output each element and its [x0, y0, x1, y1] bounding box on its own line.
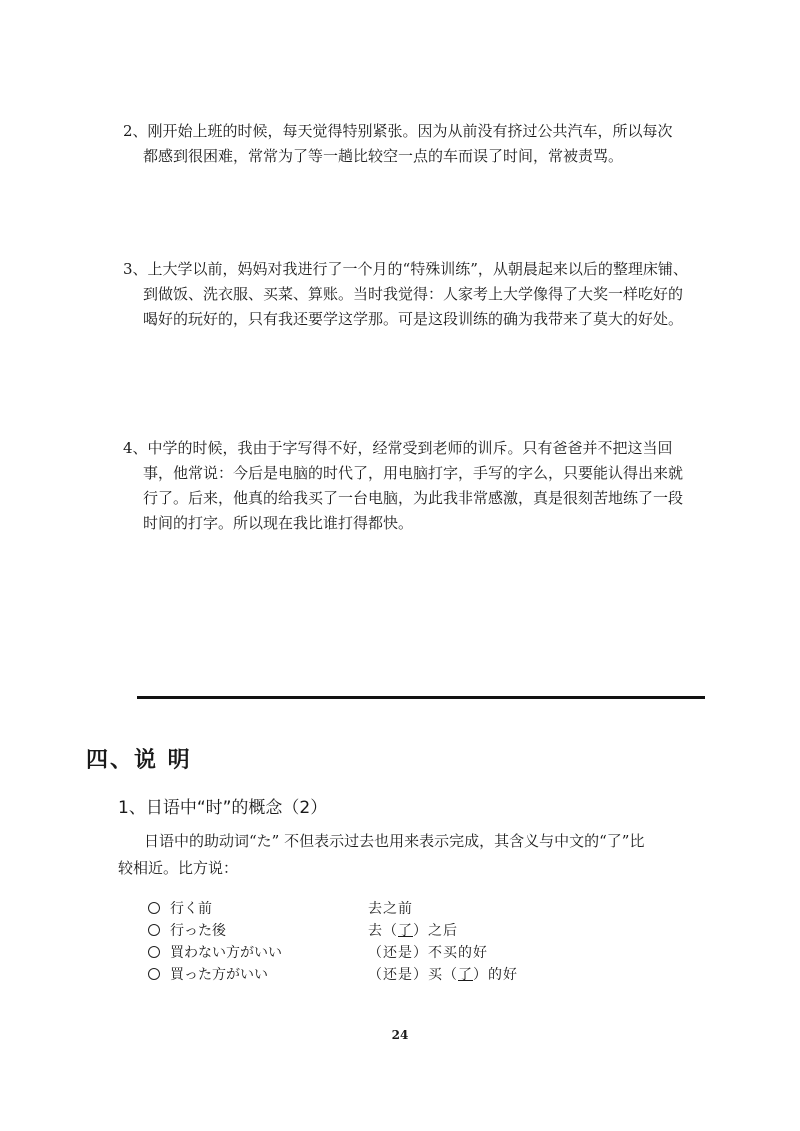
- example-row: [148, 964, 568, 986]
- example-chinese: 去之前: [368, 901, 413, 917]
- page-number: 24: [391, 1028, 409, 1042]
- circle-bullet-icon: [148, 902, 160, 914]
- example-japanese: 買わない方がいい: [170, 945, 282, 961]
- subsection-title: 1、日语中“时”的概念（2）: [118, 798, 328, 818]
- paragraph-2: [123, 119, 713, 169]
- example-row: [148, 898, 568, 920]
- paragraph-line: 行了。后来，他真的给我买了一台电脑，为此我非常感激，真是很刻苦地练了一段: [143, 489, 684, 507]
- section-divider: [137, 696, 705, 699]
- circle-bullet-icon: [148, 968, 160, 980]
- circle-bullet-icon: [148, 924, 160, 936]
- paragraph-line: 4、中学的时候，我由于字写得不好，经常受到老师的训斥。只有爸爸并不把这当回: [123, 439, 673, 457]
- section-title: 四、说 明: [86, 748, 192, 773]
- example-list: [148, 898, 568, 986]
- description-line: 日语中的助动词“た” 不但表示过去也用来表示完成，其含义与中文的“了”比: [144, 832, 645, 850]
- example-chinese: 去（了）之后: [368, 923, 458, 939]
- example-japanese: 行った後: [170, 923, 226, 939]
- example-row: [148, 920, 568, 942]
- paragraph-line: 都感到很困难，常常为了等一趟比较空一点的车而误了时间，常被责骂。: [143, 147, 624, 165]
- paragraph-line: 3、上大学以前，妈妈对我进行了一个月的“特殊训练”，从朝晨起来以后的整理床铺、: [123, 260, 688, 278]
- example-chinese: （还是）不买的好: [368, 945, 488, 961]
- example-row: [148, 942, 568, 964]
- paragraph-line: 2、刚开始上班的时候，每天觉得特别紧张。因为从前没有挤过公共汽车，所以每次: [123, 122, 673, 140]
- section-description: [118, 828, 718, 882]
- example-chinese: （还是）买（了）的好: [368, 967, 518, 983]
- paragraph-line: 到做饭、洗衣服、买菜、算账。当时我觉得：人家考上大学像得了大奖一样吃好的: [143, 285, 684, 303]
- circle-bullet-icon: [148, 946, 160, 958]
- example-japanese: 買った方がいい: [170, 967, 268, 983]
- description-line: 较相近。比方说：: [118, 859, 239, 877]
- paragraph-line: 事，他常说：今后是电脑的时代了，用电脑打字，手写的字么，只要能认得出来就: [143, 464, 684, 482]
- paragraph-3: [123, 257, 713, 332]
- paragraph-line: 喝好的玩好的，只有我还要学这学那。可是这段训练的确为我带来了莫大的好处。: [143, 310, 684, 328]
- example-japanese: 行く前: [170, 901, 212, 917]
- paragraph-4: [123, 436, 713, 536]
- paragraph-line: 时间的打字。所以现在我比谁打得都快。: [143, 514, 414, 532]
